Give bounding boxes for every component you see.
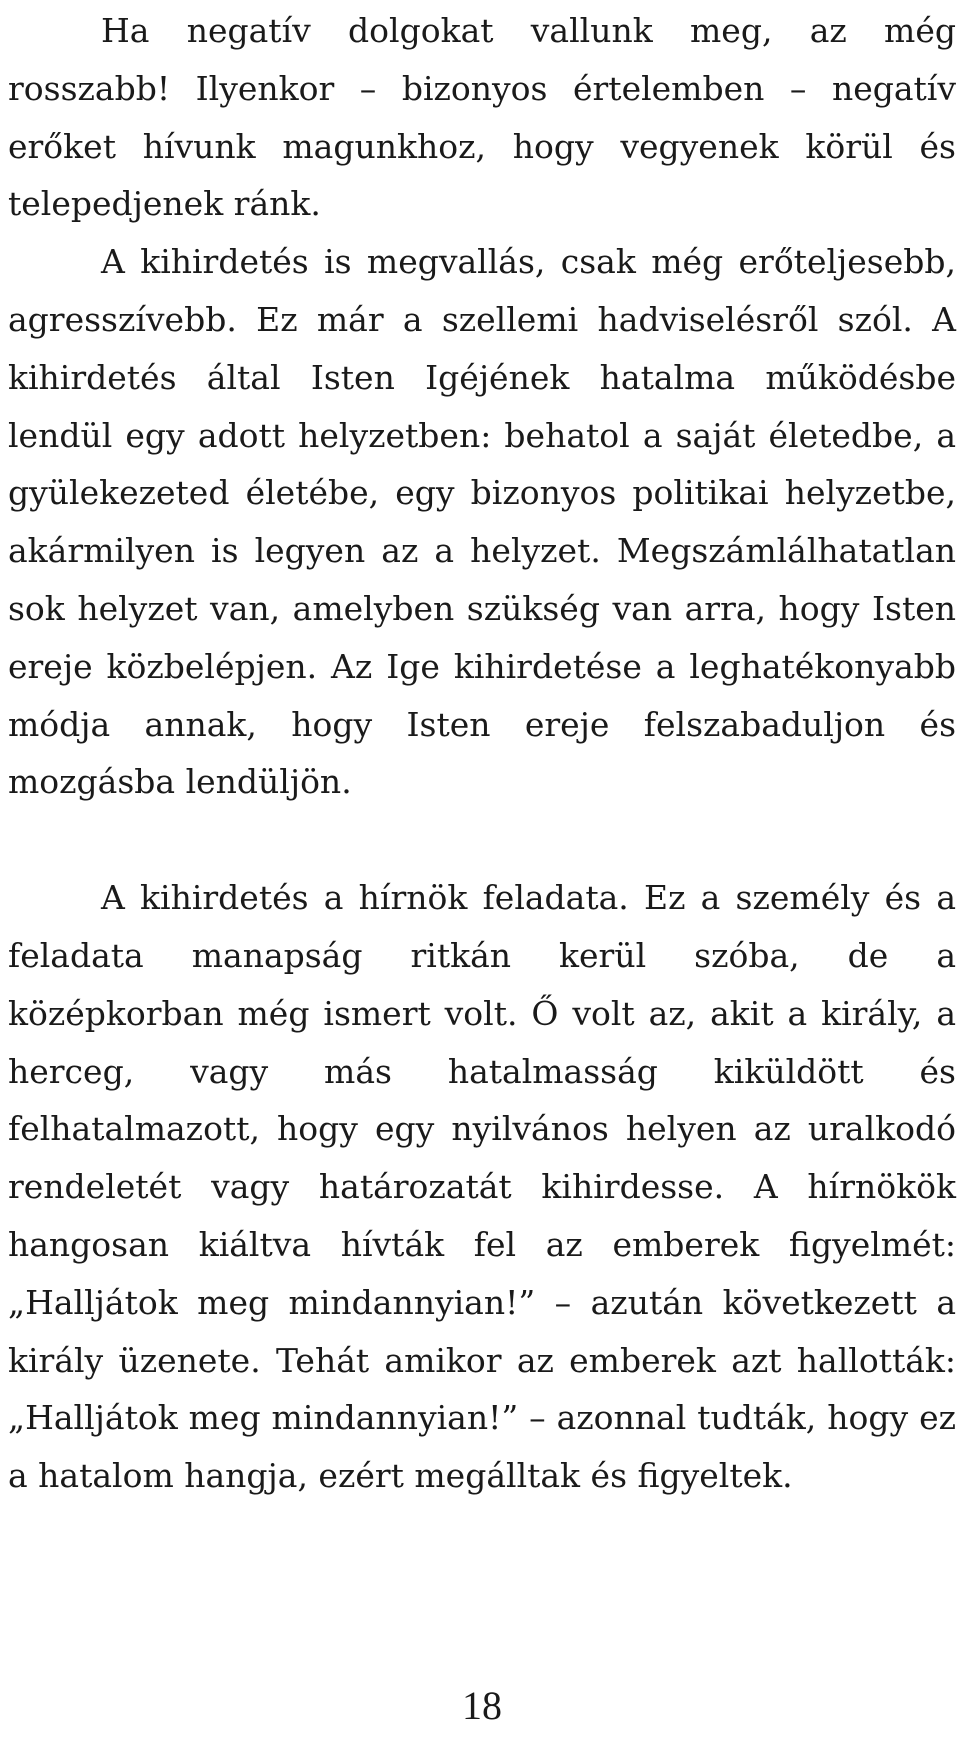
body-text — [8, 0, 956, 1505]
book-page — [8, 0, 956, 1740]
page-number: 18 — [462, 1683, 502, 1728]
paragraph-2: A kihirdetés is megvallás, csak még erőteljesebb, agresszívebb. Ez már a szellemi hadviselésről szól. A kihirdetés által Isten Igéjének hatalma működésbe lendül egy adott helyzetben: behatol a saját életedbe, a gyülekezeted életébe, egy bizonyos politikai helyzetbe, akármilyen is legyen az a helyzet. Megszámlálhatatlan sok helyzet van, amelyben szükség van arra, hogy Isten ereje közbelépjen. Az Ige kihirdetése a leghatékonyabb módja annak, hogy Isten ereje felszabaduljon és mozgásba lendüljön. — [8, 242, 956, 802]
paragraph-3: A kihirdetés a hírnök feladata. Ez a személy és a feladata manapság ritkán kerül szóba, de a középkorban még ismert volt. Ő volt az, akit a király, a herceg, vagy más hatalmasság kiküldött és felhatalmazott, hogy egy nyilvános helyen az uralkodó rendeletét vagy határozatát kihirdesse. A hírnökök hangosan kiáltva hívták fel az emberek figyelmét: „Halljátok meg mindannyian!” – azután következett a király üzenete. Tehát amikor az emberek azt hallották: „Halljátok meg mindannyian!” – azonnal tudták, hogy ez a hatalom hangja, ezért megálltak és figyeltek. — [8, 878, 956, 1496]
paragraph-1: Ha negatív dolgokat vallunk meg, az még rosszabb! Ilyenkor – bizonyos értelemben – negatív erőket hívunk magunkhoz, hogy vegyenek körül és telepedjenek ránk. — [8, 11, 956, 224]
